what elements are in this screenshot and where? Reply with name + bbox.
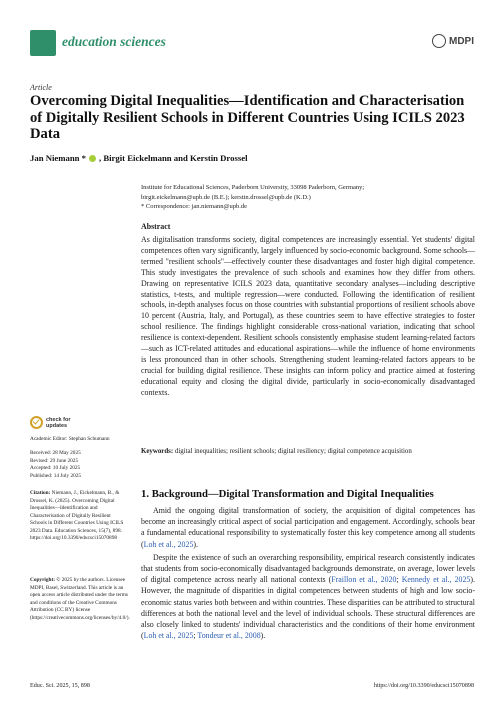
keywords <box>141 448 475 455</box>
paragraph-1: Amid the ongoing digital transformation of society, the acquisition of digital competences has become an increasingly critical aspect of social participation and engagement. Accordingly, schools bear a fundamental educational responsibility to systematically foster this key competence among all students (Loh et al., 2025). <box>141 506 475 549</box>
mdpi-badge-icon <box>432 34 446 48</box>
citation-link[interactable]: Loh et al., 2025 <box>143 539 194 549</box>
citation-block <box>30 490 128 543</box>
check-for-updates-button[interactable] <box>30 416 70 429</box>
keywords-label: Keywords: <box>141 448 174 455</box>
paragraph-2: Despite the existence of such an overarching responsibility, empirical research consistently indicates that students from socio-economically disadvantaged backgrounds demonstrate, on average, lower levels of digital competence across nearly all national contexts (Fraillon et al., 2020; Kennedy et al., 2025). However, the magnitude of disparities in digital competences between students of high and low socio-economic status varies both between and within countries. These disparities can be attributed to structural differences at both the national level and the level of individual schools. These structural differences are also closely linked to students' individual characteristics and the conditions of their home environment (Loh et al., 2025; Tondeur et al., 2008). <box>141 552 475 641</box>
article-title: Overcoming Digital Inequalities—Identification and Characterisation of Digitally Resilient Schools in Different Countries Using ICILS 2023 Data <box>30 93 465 142</box>
author-list <box>30 153 248 163</box>
abstract-text: As digitalisation transforms society, digital competences are increasingly essential. Yet students' digital competences often vary significantly, largely influenced by socio-economic background. Some schools—termed "resilient schools"—effectively counter these disadvantages and foster high digital competence. This study investigates the prevalence of such schools and examines how they differ from others. Drawing on representative ICILS 2023 data, quantitative secondary analyses—including descriptive statistics, t-tests, and multiple regression—were conducted. Following the identification of resilient schools, in-depth analyses focus on those countries with substantial proportions of resilient schools above 10 percent (Austria, Italy, and Portugal), as these countries seem to have effective strategies to foster school resilience. The findings highlight considerable cross-national variation, indicating that school resilience is context-dependent. Resilient schools consistently emphasise student learning-related factors—such as ICT-related attitudes and educational aspirations—while the influence of home environments is less pronounced than in other schools. Strengthening student learning-related factors appears to be crucial for building digital resilience. These insights can inform policy and practice aimed at fostering educational equity and closing the digital divide, particularly in socio-economically disadvantaged contexts. <box>141 235 475 397</box>
copyright-text: © 2025 by the authors. Licensee MDPI, Basel, Switzerland. This article is an open access article distributed under the terms and conditions of the Creative Commons Attribution (CC BY) license (https://creativecommons.org/licenses/by/4.0/). <box>30 577 130 621</box>
check-icon <box>30 416 43 429</box>
article-type: Article <box>30 83 52 92</box>
copyright-label: Copyright: <box>30 577 56 583</box>
journal-logo-icon <box>30 30 56 56</box>
publisher-logo <box>432 34 474 48</box>
received-date: Received: 28 May 2025 <box>30 450 81 456</box>
lead-author[interactable]: Jan Niemann * <box>30 153 86 163</box>
citation-link[interactable]: Tondeur et al., 2008 <box>197 631 261 641</box>
doi-link[interactable]: https://doi.org/10.3390/educsci15070898 <box>373 683 474 689</box>
journal-reference: Educ. Sci. 2025, 15, 898 <box>30 683 90 689</box>
abstract-heading: Abstract <box>141 222 171 231</box>
citation-link[interactable]: Loh et al., 2025 <box>143 631 194 641</box>
affiliation-line: Institute for Educational Sciences, Paderborn University, 33098 Paderborn, Germany; <box>141 184 365 191</box>
dates <box>30 450 128 480</box>
orcid-icon[interactable] <box>89 155 96 162</box>
copyright-block <box>30 577 128 622</box>
affiliation-emails: birgit.eickelmann@upb.de (B.E.); kerstin.drossel@upb.de (K.D.) <box>141 193 311 201</box>
section-heading: 1. Background—Digital Transformation and Digital Inequalities <box>141 488 434 500</box>
academic-editor: Academic Editor: Stephan Schumann <box>30 436 110 442</box>
check-for-updates-label: check for updates <box>46 416 71 429</box>
revised-date: Revised: 29 June 2025 <box>30 457 79 464</box>
section-body <box>141 505 475 641</box>
citation-link[interactable]: Kennedy et al., 2025 <box>401 575 471 585</box>
keywords-list: digital inequalities; resilient schools; digital resiliency; digital competence acquisition <box>174 448 412 455</box>
published-date: Published: 14 July 2025 <box>30 472 82 479</box>
co-authors: , Birgit Eickelmann and Kerstin Drossel <box>99 153 248 163</box>
journal-name: education sciences <box>62 34 166 49</box>
publisher-name: MDPI <box>449 35 474 47</box>
correspondence: * Correspondence: jan.niemann@upb.de <box>141 203 247 211</box>
citation-link[interactable]: Fraillon et al., 2020 <box>331 575 397 585</box>
affiliations <box>141 183 481 212</box>
citation-text: Niemann, J., Eickelmann, B., & Drossel, K. (2025). Overcoming Digital Inequalities—Identification and Characterisation of Digitally Resilient Schools in Different Countries Using ICILS 2023 Data. Education Sciences, 15(7), 898. https://doi.org/10.3390/educsci15070898 <box>30 490 124 541</box>
accepted-date: Accepted: 10 July 2025 <box>30 465 81 471</box>
citation-label: Citation: <box>30 490 51 496</box>
